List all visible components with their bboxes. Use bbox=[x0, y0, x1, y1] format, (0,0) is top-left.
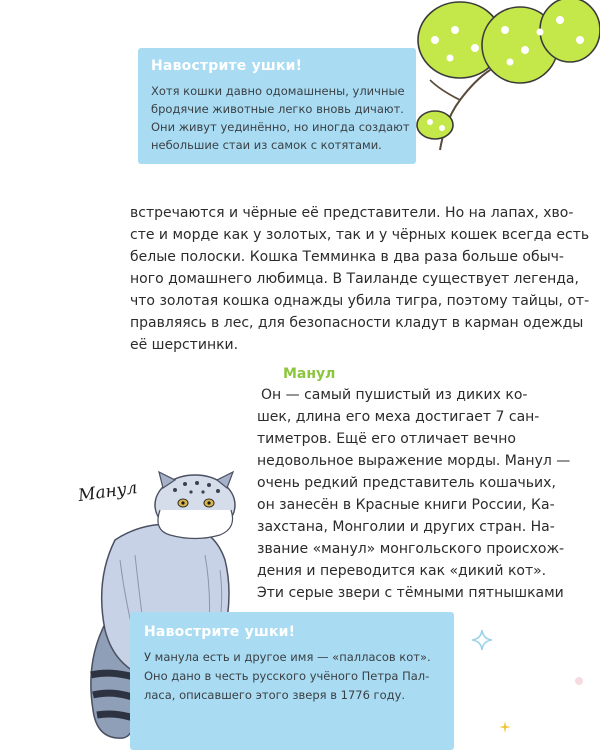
section-heading-manul: Манул bbox=[283, 366, 336, 382]
info-box-title: Навострите ушки! bbox=[151, 58, 303, 74]
paragraph-line: шек, длина его меха достигает 7 сан- bbox=[257, 409, 540, 425]
paragraph-line: Эти серые звери с тёмными пятнышками bbox=[257, 585, 564, 601]
paragraph-line: он занесён в Красные книги России, Ка- bbox=[257, 497, 555, 513]
info-box-line: У манула есть и другое имя — «палласов кот». bbox=[144, 650, 431, 664]
info-box-line: бродячие животные легко вновь дичают. bbox=[151, 102, 404, 116]
paragraph-line: очень редкий представитель кошачьих, bbox=[257, 475, 556, 491]
info-box-top bbox=[138, 48, 416, 164]
dot-icon bbox=[574, 676, 584, 686]
info-box-line: Оно дано в честь русского учёного Петра Пал- bbox=[144, 669, 430, 683]
info-box-line: небольшие стаи из самок с котятами. bbox=[151, 138, 382, 152]
sparkle-icon bbox=[470, 628, 494, 652]
info-box-title: Навострите ушки! bbox=[144, 624, 296, 640]
info-box-line: ласа, описавшего этого зверя в 1776 году. bbox=[144, 688, 406, 702]
paragraph-line: белые полоски. Кошка Темминка в два раза больше обыч- bbox=[130, 249, 564, 265]
info-box-line: Они живут уединённо, но иногда создают bbox=[151, 120, 410, 134]
paragraph-line: правляясь в лес, для безопасности кладут в карман одежды bbox=[130, 315, 584, 331]
paragraph-line: встречаются и чёрные её представители. Но на лапах, хво- bbox=[130, 205, 574, 221]
paragraph-line: что золотая кошка однажды убила тигра, поэтому тайцы, от- bbox=[130, 293, 590, 309]
paragraph-line: недовольное выражение морды. Манул — bbox=[257, 453, 571, 469]
sparkle-icon bbox=[498, 720, 512, 734]
paragraph-line: её шерстинки. bbox=[130, 337, 239, 353]
paragraph-line: ного домашнего любимца. В Таиланде существует легенда, bbox=[130, 271, 579, 287]
paragraph-line: дения и переводится как «дикий кот». bbox=[257, 563, 547, 579]
info-box-bottom bbox=[130, 612, 454, 750]
paragraph-line: звание «манул» монгольского происхож- bbox=[257, 541, 565, 557]
paragraph-line: тиметров. Ещё его отличает вечно bbox=[257, 431, 516, 447]
illustration-label: Манул bbox=[76, 477, 139, 507]
paragraph-line: захстана, Монголии и других стран. На- bbox=[257, 519, 555, 535]
tree-illustration bbox=[400, 0, 600, 160]
info-box-line: Хотя кошки давно одомашнены, уличные bbox=[151, 84, 405, 98]
paragraph-line: сте и морде как у золотых, так и у чёрных кошек всегда есть bbox=[130, 227, 590, 243]
paragraph-line: Он — самый пушистый из диких ко- bbox=[261, 387, 528, 403]
